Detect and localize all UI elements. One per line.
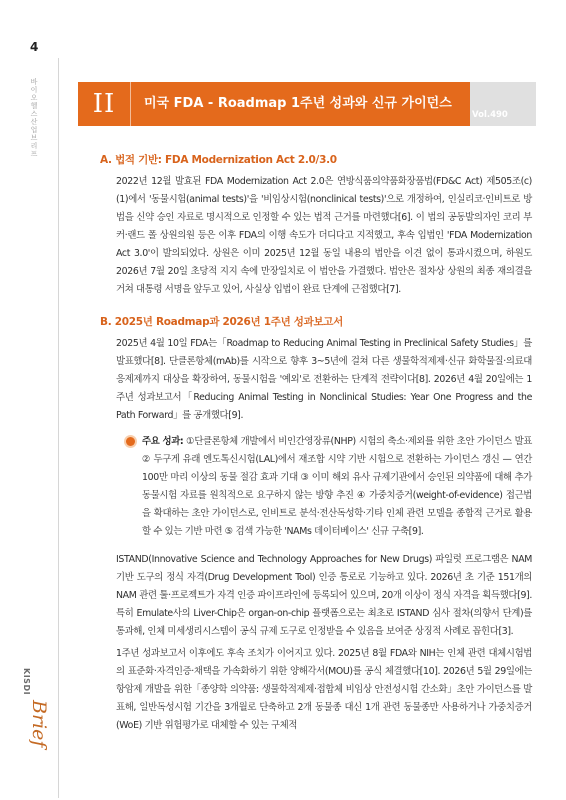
- key-results-bullet: [126, 433, 532, 541]
- side-divider: [58, 58, 59, 798]
- section-a-paragraph: 2022년 12월 발효된 FDA Modernization Act 2.0은 연방식품의약품화장품법(FD&C Act) 제505조(c)(1)에서 '동물시험(animal tests)'을 '비임상시험(nonclinical tests)'으로 개정하여, 인실리코·인비트로 방법을 신약 승인 자료로 명시적으로 인정할 수 있는 법적 근거를 마련했다[6]. 이 법의 공동발의자인 코리 부커·랜드 폴 상원의원 등은 이후 FDA의 이행 속도가 더디다고 지적했고, 후속 입법인 'FDA Modernization Act 3.0'이 발의되었다. 상원은 이미 2025년 12월 동일 내용의 법안을 이견 없이 통과시켰으며, 하원도 2026년 7월 20일 초당적 지지 속에 만장일치로 이 법안을 가결했다. 법안은 절차상 상원의 최종 재의결을 거쳐 대통령 서명을 앞두고 있어, 사실상 입법이 완료 단계에 근접했다[7].: [116, 176, 532, 295]
- istand-paragraph: ISTAND(Innovative Science and Technology Approaches for New Drugs) 파일럿 프로그램은 NAM 기반 도구의 정식 자격(Drug Development Tool) 인증 통로로 기능하고 있다. 2026년 초 기준 151개의 NAM 관련 툴·프로젝트가 자격 인증 파이프라인에 등록되어 있으며, 20개 이상이 정식 자격을 획득했다[9]. 특히 Emulate사의 Liver-Chip은 organ-on-chip 플랫폼으로는 최초로 ISTAND 심사 절차(의향서 단계)를 통과해, 인체 미세생리시스템이 공식 규제 도구로 인정받을 수 있음을 보여준 상징적 사례로 꼽힌다[3].: [116, 554, 532, 637]
- chapter-banner: [78, 82, 476, 126]
- chapter-title: 미국 FDA - Roadmap 1주년 성과와 신규 가이던스: [144, 96, 452, 111]
- side-vertical-text: 바이오헬스산업브리프: [30, 78, 38, 158]
- volume-label: Vol.490: [472, 110, 508, 120]
- bullet-text: ①단클론항체 개발에서 비인간영장류(NHP) 시험의 축소·제외를 위한 초안 가이던스 발표 ② 두구게 유래 엔도톡신시험(LAL)에서 재조합 시약 기반 시험으로 전환하는 가이던스 갱신 — 연간 100만 마리 이상의 동물 절감 효과 기대 ③ 이미 해외 유사 규제기관에서 승인된 의약품에 대해 추가 동물시험 자료를 원칙적으로 요구하지 않는 방향 추진 ④ 가중치증거(weight-of-evidence) 접근법을 확대하는 초안 가이던스로, 인비트로 분석·전산독성학·기타 인체 관련 모델을 종합적 근거로 활용할 수 있는 기반 마련 ⑤ 검색 가능한 'NAMs 데이터베이스' 신규 구축[9].: [142, 436, 532, 537]
- chapter-numeral-box: [78, 82, 131, 126]
- section-b-heading: B. 2025년 Roadmap과 2026년 1주년 성과보고서: [100, 316, 343, 328]
- bullet-label: 주요 성과:: [142, 436, 184, 447]
- followup-paragraph: 1주년 성과보고서 이후에도 후속 조치가 이어지고 있다. 2025년 8월 FDA와 NIH는 인체 관련 대체시험법의 표준화·자격인증·채택을 가속화하기 위한 양해각서(MOU)를 공식 체결했다[10]. 2026년 5월 29일에는 항암제 개발을 위한「종양학 의약품: 생물학적제제·접합체 비임상 안전성시험 간소화」초안 가이던스를 발표해, 일반독성시험 기간을 3개월로 단축하고 2개 동물종 대신 1개 관련 동물종만 사용하거나 가중치증거(WoE) 기반 위험평가로 대체할 수 있는 구체적: [116, 648, 532, 731]
- brand-kisdi: KISDI: [22, 668, 31, 696]
- chapter-numeral: II: [92, 89, 116, 119]
- page-number: 4: [30, 40, 39, 54]
- main-content: [100, 152, 532, 735]
- section-b-paragraph: 2025년 4월 10일 FDA는「Roadmap to Reducing Animal Testing in Preclinical Safety Studies」를 발표했다[8]. 단클론항체(mAb)를 시작으로 향후 3~5년에 걸쳐 다른 생물학적제제·신규 화학물질·의료대응제제까지 대상을 확장하여, 동물시험을 '예외'로 전환하는 단계적 전략이다[8]. 2026년 4월 20일에는 1주년 성과보고서「Reducing Animal Testing in Nonclinical Studies: Year One Progress and the Path Forward」를 공개했다[9].: [116, 338, 532, 421]
- brand-logo: [22, 668, 48, 768]
- section-a-heading: A. 법적 기반: FDA Modernization Act 2.0/3.0: [100, 154, 337, 166]
- bullet-dot-icon: [126, 437, 135, 446]
- brand-brief: Brief: [28, 700, 50, 748]
